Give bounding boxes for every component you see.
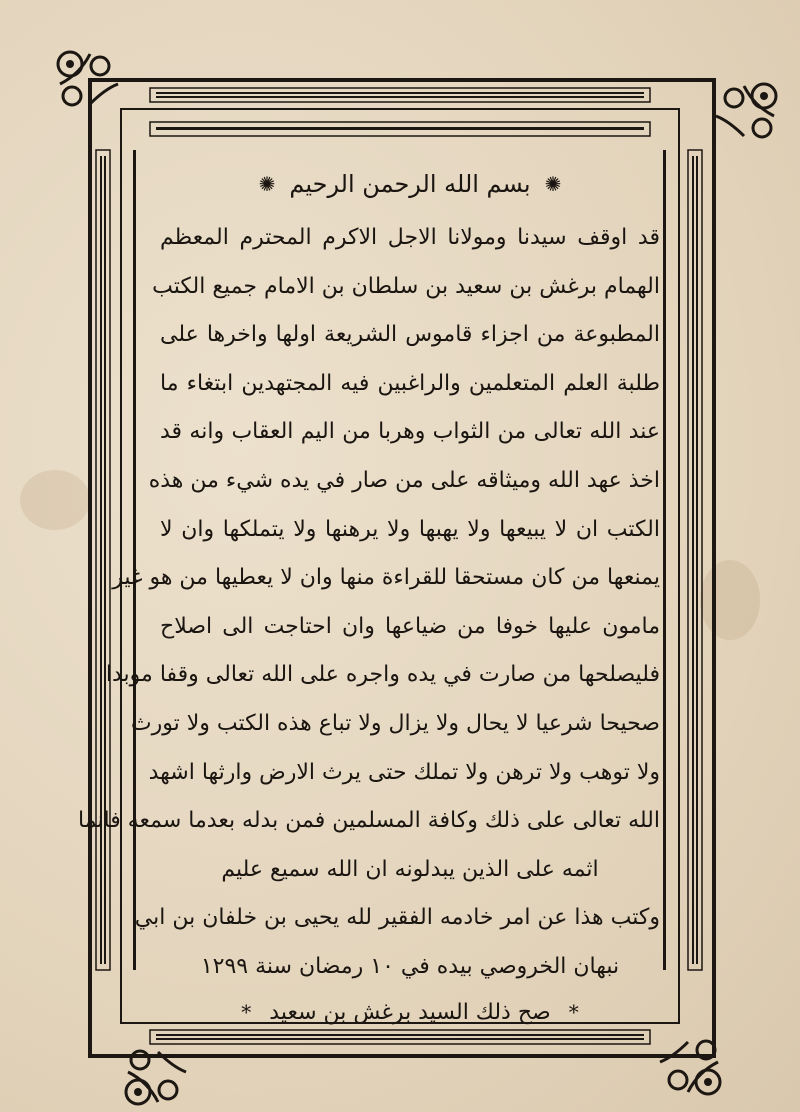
text-line: الهمام برغش بن سعيد بن سلطان بن الامام جميع الكتب [152, 273, 660, 299]
text-line: يمنعها من كان مستحقا للقراءة منها وان لا يعطيها من هو غير [112, 565, 660, 591]
star-ornament-icon: * [241, 1000, 252, 1024]
text-line: قد اوقف سيدنا ومولانا الاجل الاكرم المحترم المعظم [160, 225, 660, 250]
star-ornament-icon: ✺ [544, 172, 562, 196]
text-line: اثمه على الذين يبدلونه ان الله سميع عليم [221, 856, 599, 882]
floral-corner-icon [50, 44, 128, 122]
top-inner-ornament-band [150, 122, 650, 136]
floral-corner-icon [706, 76, 784, 154]
right-ornament-band [688, 150, 702, 970]
text-line: مامون عليها خوفا من ضياعها وان احتاجت الى اصلاح [160, 613, 660, 639]
text-line: نبهان الخروصي بيده في ١٠ رمضان سنة ١٢٩٩ [200, 953, 620, 979]
star-ornament-icon: ✺ [258, 172, 276, 196]
right-inner-ornament-band [658, 150, 672, 970]
floral-corner-icon [650, 1024, 728, 1102]
text-line: اخذ عهد الله وميثاقه على من صار في يده شيء من هذه [148, 467, 660, 493]
text-line: فليصلحها من صارت في يده واجره على الله تعالى وقفا موبدا [105, 662, 660, 688]
floral-corner-icon [118, 1034, 196, 1112]
text-line: المطبوعة من اجزاء قاموس الشريعة اولها واخرها على [160, 322, 660, 348]
text-line: طلبة العلم المتعلمين والراغبين فيه المجتهدين ابتغاء ما [160, 370, 660, 396]
signature-line [160, 992, 660, 1032]
basmala-heading [160, 162, 660, 206]
basmala-text: بسم الله الرحمن الرحيم [289, 170, 531, 198]
text-line: عند الله تعالى من الثواب وهربا من اليم العقاب وانه قد [160, 419, 660, 445]
left-ornament-band [96, 150, 110, 970]
text-line: الله تعالى على ذلك وكافة المسلمين فمن بدله بعدما سمعه فانما [77, 808, 660, 834]
text-line: الكتب ان لا يبيعها ولا يهبها ولا يرهنها ولا يتملكها وان لا [160, 516, 660, 542]
top-ornament-band [150, 88, 650, 102]
text-line: وكتب هذا عن امر خادمه الفقير لله يحيى بن خلفان بن ابي [134, 905, 660, 931]
paper-stain [20, 470, 90, 530]
signature-text: صح ذلك السيد برغش بن سعيد [269, 999, 551, 1025]
bottom-ornament-band [150, 1030, 650, 1044]
text-line: ولا توهب ولا ترهن ولا تملك حتى يرث الارض وارثها اشهد [148, 759, 660, 785]
text-line: صحيحا شرعيا لا يحال ولا يزال ولا تباع هذه الكتب ولا تورث [130, 710, 660, 736]
waqf-deed-text [77, 214, 660, 992]
star-ornament-icon: * [568, 1000, 579, 1024]
